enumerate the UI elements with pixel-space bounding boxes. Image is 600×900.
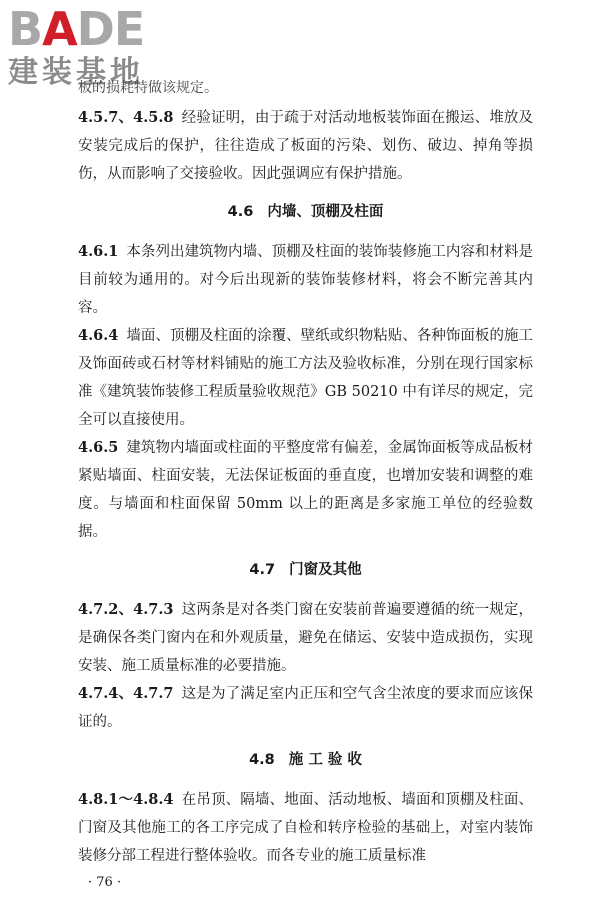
document-page (78, 78, 533, 894)
clause-number: 4.6.1 (78, 243, 119, 260)
paragraph-text: 墙面、顶棚及柱面的涂覆、壁纸或织物粘贴、各种饰面板的施工及饰面砖或石材等材料铺贴的施工方法及验收标准，分别在现行国家标准《建筑装饰装修工程质量验收规范》GB 50210 中有详尽的规定，完全可以直接使用。 (78, 328, 533, 428)
clause-number: 4.6.5 (78, 439, 119, 456)
section-number: 4.8 (249, 752, 275, 768)
clause-number: 4.7.2、4.7.3 (78, 601, 174, 618)
continued-text: 板的损耗特做该规定。 (78, 80, 218, 96)
section-number: 4.6 (227, 204, 254, 220)
clause-number: 4.5.7、4.5.8 (78, 109, 174, 126)
paragraph (78, 322, 533, 434)
paragraph-text: 经验证明，由于疏于对活动地板装饰面在搬运、堆放及安装完成后的保护，往往造成了板面的污染、划伤、破边、掉角等损伤，从而影响了交接验收。因此强调应有保护措施。 (78, 110, 534, 182)
logo-subtitle: 建装基地 (8, 55, 144, 90)
paragraph (78, 104, 533, 188)
section-heading (78, 746, 533, 774)
paragraph (78, 680, 533, 736)
logo-wordmark: BADE (8, 2, 145, 56)
section-title: 内墙、顶棚及柱面 (267, 204, 384, 220)
clause-number: 4.7.4、4.7.7 (78, 685, 174, 702)
paragraph-text: 在吊顶、隔墙、地面、活动地板、墙面和顶棚及柱面、门窗及其他施工的各工序完成了自检和转序检验的基础上，对室内装饰装修分部工程进行整体验收。而各专业的施工质量标准 (78, 792, 534, 864)
paragraph-text: 这两条是对各类门窗在安装前普遍要遵循的统一规定，是确保各类门窗内在和外观质量，避免在储运、安装中造成损伤，实现安装、施工质量标准的必要措施。 (78, 602, 534, 674)
section-number: 4.7 (249, 562, 276, 578)
section-heading (78, 198, 533, 226)
paragraph-text: 本条列出建筑物内墙、顶棚及柱面的装饰装修施工内容和材料是目前较为通用的。对今后出现新的装饰装修材料，将会不断完善其内容。 (78, 244, 533, 316)
paragraph (78, 434, 533, 546)
section-title: 门窗及其他 (289, 562, 362, 578)
section-title: 施 工 验 收 (288, 752, 362, 768)
section-heading (78, 556, 533, 584)
paragraph (78, 596, 533, 680)
paragraph (78, 238, 533, 322)
paragraph (78, 786, 533, 870)
page-number: · 76 · (88, 875, 122, 890)
clause-number: 4.8.1～4.8.4 (78, 791, 174, 808)
paragraph-text: 这是为了满足室内正压和空气含尘浓度的要求而应该保证的。 (78, 686, 534, 730)
clause-number: 4.6.4 (78, 327, 119, 344)
paragraph-text: 建筑物内墙面或柱面的平整度常有偏差，金属饰面板等成品板材紧贴墙面、柱面安装，无法保证板面的垂直度，也增加安装和调整的难度。与墙面和柱面保留 50mm 以上的距离是多家施工单位的经验数据。 (78, 440, 533, 540)
